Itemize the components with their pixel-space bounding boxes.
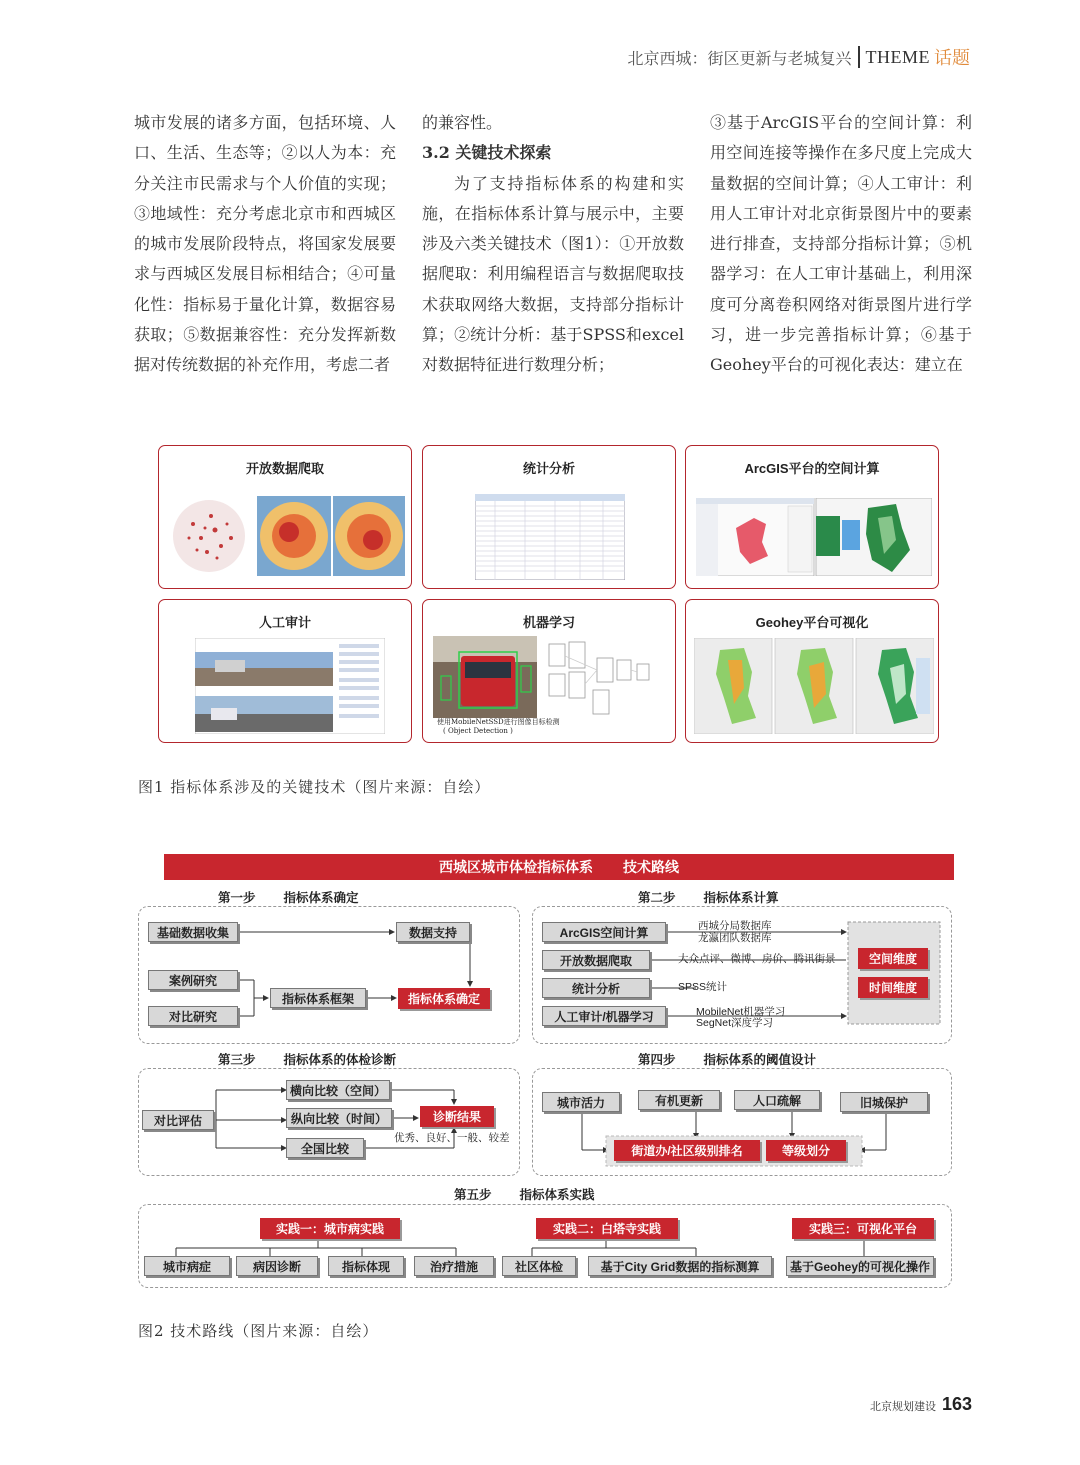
paragraph: 的兼容性。 bbox=[422, 113, 503, 132]
node-practice-2: 实践二：白塔寺实践 bbox=[536, 1218, 678, 1239]
text-column-1 bbox=[134, 108, 396, 381]
node-time-dimension: 时间维度 bbox=[858, 977, 928, 998]
node-diagnosis-result: 诊断结果 bbox=[420, 1106, 494, 1127]
geohey-maps-image bbox=[694, 638, 934, 734]
paragraph: 城市发展的诸多方面，包括环境、人口、生活、生态等；②以人为本：充分关注市民需求与个人价值的实现；③地域性：充分考虑北京市和西城区的城市发展阶段特点，将国家发展要求与西城区发展目标相结合；④可量化性：指标易于量化计算，数据容易获取；⑤数据兼容性：充分发挥新数据对传统数据的补充作用，考虑二者 bbox=[134, 113, 396, 375]
header-divider bbox=[858, 46, 860, 68]
node-horizontal: 横向比较（空间） bbox=[286, 1080, 390, 1100]
page-number: 163 bbox=[941, 1394, 972, 1414]
node-vertical: 纵向比较（时间） bbox=[286, 1108, 392, 1128]
label-spss: SPSS统计 bbox=[678, 981, 728, 993]
node-open-data: 开放数据爬取 bbox=[542, 950, 650, 970]
label-grades: 优秀、良好、一般、较差 bbox=[394, 1132, 510, 1144]
node-city-grid: 基于City Grid数据的指标测算 bbox=[588, 1256, 772, 1276]
text-column-3 bbox=[710, 108, 972, 381]
panel-title: 统计分析 bbox=[522, 461, 575, 476]
ml-note: 使用MobileNetSSD进行图像目标检测 bbox=[437, 718, 560, 726]
banner-subtitle: 技术路线 bbox=[623, 859, 679, 875]
node-data-support: 数据支持 bbox=[396, 922, 470, 942]
crawl-maps-image bbox=[171, 494, 407, 578]
node-population-relief: 人口疏解 bbox=[734, 1090, 820, 1110]
spreadsheet-image bbox=[475, 494, 625, 580]
panel-statistics bbox=[422, 445, 676, 589]
theme-label: THEME bbox=[865, 46, 930, 67]
panel-machine-learning bbox=[422, 599, 676, 743]
node-arcgis: ArcGIS空间计算 bbox=[542, 922, 666, 942]
step-1-heading: 第一步 指标体系确定 bbox=[218, 891, 359, 905]
label-db1: 西城分局数据库 bbox=[698, 920, 772, 932]
panel-title: 开放数据爬取 bbox=[245, 461, 324, 476]
node-statistics: 统计分析 bbox=[542, 978, 650, 998]
section-heading: 3.2 关键技术探索 bbox=[422, 143, 552, 163]
node-grading: 等级划分 bbox=[766, 1140, 846, 1161]
panel-manual-audit bbox=[158, 599, 412, 743]
audit-interface-image bbox=[195, 638, 385, 734]
banner-title: 西城区城市体检指标体系 bbox=[439, 859, 593, 875]
arcgis-image bbox=[696, 498, 932, 576]
node-community-check: 社区体检 bbox=[502, 1256, 576, 1276]
panel-geohey bbox=[685, 599, 939, 743]
node-basic-data: 基础数据收集 bbox=[148, 922, 238, 942]
node-national: 全国比较 bbox=[286, 1138, 364, 1158]
label-mobilenet: MobileNet机器学习 bbox=[696, 1006, 786, 1018]
paragraph: ③基于ArcGIS平台的空间计算：利用空间连接等操作在多尺度上完成大量数据的空间计算；④人工审计：利用人工审计对北京街景图片中的要素进行排查，支持部分指标计算；⑤机器学习：在人工审计基础上，利用深度可分离卷积网络对街景图片进行学习，进一步完善指标计算；⑥基于Geohey平台的可视化表达：建立在 bbox=[710, 113, 972, 375]
label-crawl-sources: 大众点评、微博、房价、腾讯街景 bbox=[678, 953, 836, 965]
text-column-2 bbox=[422, 108, 684, 381]
node-urban-symptom: 城市病症 bbox=[144, 1256, 230, 1276]
journal-name: 北京规划建设 bbox=[869, 1401, 936, 1413]
panel-title: Geohey平台可视化 bbox=[755, 615, 869, 630]
label-segnet: SegNet深度学习 bbox=[696, 1017, 774, 1029]
running-header bbox=[627, 44, 970, 70]
figure-1 bbox=[158, 445, 940, 745]
panel-title: ArcGIS平台的空间计算 bbox=[744, 461, 880, 476]
step-3-heading: 第三步 指标体系的体检诊断 bbox=[218, 1053, 397, 1067]
ml-note-2: ( Object Detection ) bbox=[443, 727, 513, 735]
ml-detection-image bbox=[433, 636, 669, 718]
node-index-reflection: 指标体现 bbox=[328, 1256, 404, 1276]
figure-2-caption: 图2 技术路线（图片来源：自绘） bbox=[138, 1322, 379, 1340]
node-practice-3: 实践三：可视化平台 bbox=[792, 1218, 934, 1239]
panel-title: 机器学习 bbox=[522, 615, 575, 630]
paragraph: 为了支持指标体系的构建和实施，在指标体系计算与展示中，主要涉及六类关键技术（图1）：①开放数据爬取：利用编程语言与数据爬取技术获取网络大数据，支持部分指标计算；②统计分析：基于SPSS和excel对数据特征进行数理分析； bbox=[422, 173, 684, 375]
node-space-dimension: 空间维度 bbox=[858, 948, 928, 969]
node-index-confirm: 指标体系确定 bbox=[398, 988, 490, 1009]
panel-arcgis bbox=[685, 445, 939, 589]
figure-2 bbox=[136, 852, 956, 1297]
panel-title: 人工审计 bbox=[258, 615, 311, 630]
node-old-city-protection: 旧城保护 bbox=[840, 1092, 928, 1112]
step-4-heading: 第四步 指标体系的阈值设计 bbox=[638, 1053, 817, 1067]
label-db2: 龙瀛团队数据库 bbox=[698, 932, 772, 944]
figure-1-caption: 图1 指标体系涉及的关键技术（图片来源：自绘） bbox=[138, 778, 491, 796]
step-2-heading: 第二步 指标体系计算 bbox=[638, 891, 779, 905]
section-title: 北京西城：街区更新与老城复兴 bbox=[627, 48, 852, 68]
node-ranking: 街道办/社区级别排名 bbox=[614, 1140, 760, 1161]
page-footer bbox=[870, 1394, 972, 1415]
node-comparison-study: 对比研究 bbox=[148, 1006, 238, 1026]
node-index-framework: 指标体系框架 bbox=[270, 988, 366, 1008]
node-cause-diagnosis: 病因诊断 bbox=[236, 1256, 318, 1276]
topic-label: 话题 bbox=[934, 48, 970, 69]
node-comparative-eval: 对比评估 bbox=[142, 1110, 214, 1130]
node-treatment: 治疗措施 bbox=[414, 1256, 494, 1276]
node-audit-ml: 人工审计/机器学习 bbox=[542, 1006, 666, 1026]
node-organic-renewal: 有机更新 bbox=[638, 1090, 720, 1110]
node-vitality: 城市活力 bbox=[542, 1092, 620, 1112]
node-geohey-ops: 基于Geohey的可视化操作 bbox=[786, 1256, 934, 1276]
step-5-heading: 第五步 指标体系实践 bbox=[454, 1188, 595, 1202]
node-case-study: 案例研究 bbox=[148, 970, 238, 990]
panel-open-data bbox=[158, 445, 412, 589]
node-practice-1: 实践一：城市病实践 bbox=[260, 1218, 400, 1239]
